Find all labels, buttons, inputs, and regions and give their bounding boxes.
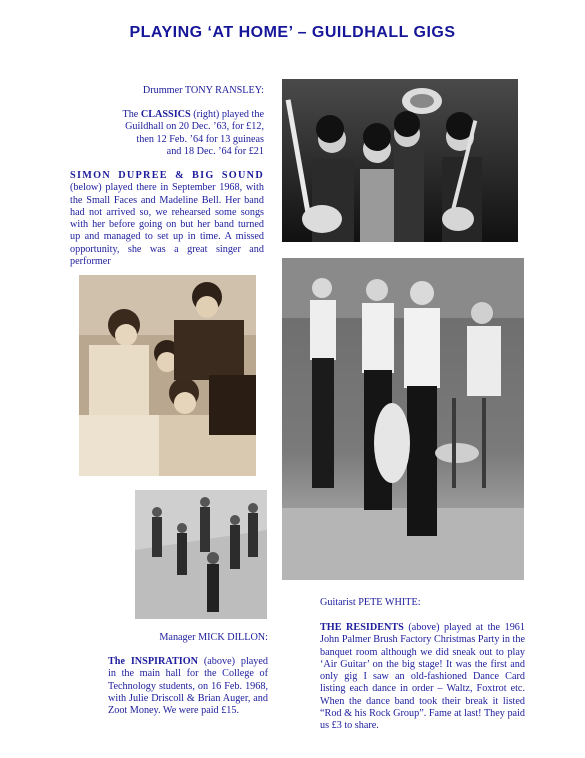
simon-dupree-caption — [70, 170, 264, 268]
simon-dupree-text: (below) played there in September 1968, with the Small Faces and Madeline Bell. Her band had not arrived so, we rehearsed some songs with her before going on but her band turned up and managed to set up in time. A missed opportunity, she was a great singer and performer — [70, 182, 264, 268]
classics-line1: (right) played the — [190, 109, 264, 120]
page-title: PLAYING ‘AT HOME’ – GUILDHALL GIGS — [129, 24, 456, 41]
simon-dupree-band-name: SIMON DUPREE & BIG SOUND — [70, 170, 264, 181]
inspiration-caption — [108, 656, 268, 717]
inspiration-text: (above) played in the main hall for the College of Technology students, on 16 Feb. 1968, with Julie Driscoll & Brian Auger, and Zoot Money. We were paid £15. — [108, 656, 268, 717]
simon-dupree-band-photo — [79, 275, 256, 476]
classics-caption — [96, 109, 264, 158]
classics-band-photo — [282, 79, 518, 242]
tony-heading: Drummer TONY RANSLEY: — [142, 85, 264, 96]
residents-caption — [320, 622, 525, 733]
inspiration-band-name: The INSPIRATION — [108, 656, 199, 667]
residents-band-photo — [282, 258, 524, 580]
classics-pre: The — [122, 109, 141, 120]
mick-heading: Manager MICK DILLON: — [159, 632, 268, 643]
classics-line2: Guildhall on 20 Dec. ’63, for £12, — [125, 121, 264, 133]
residents-band-name: THE RESIDENTS — [320, 622, 404, 633]
residents-text: (above) played at the 1961 John Palmer Brush Factory Christmas Party in the banquet room although we did sneak out to play ‘Air Guitar’ on the big stage! It was the first and only gig I saw an old-fashioned Dance Card listing each dance in order – Waltz, Foxtrot etc. When the dance band took their break it listed “Rod & his Rock Group”. Fame at last! They paid us £3 to share. — [320, 622, 525, 732]
classics-line4: and 18 Dec. ’64 for £21 — [166, 145, 264, 157]
classics-band-name: CLASSICS — [140, 109, 191, 120]
inspiration-band-photo — [135, 490, 267, 619]
classics-line3: then 12 Feb. ’64 for 13 guineas — [136, 133, 264, 145]
pete-heading: Guitarist PETE WHITE: — [320, 597, 421, 608]
